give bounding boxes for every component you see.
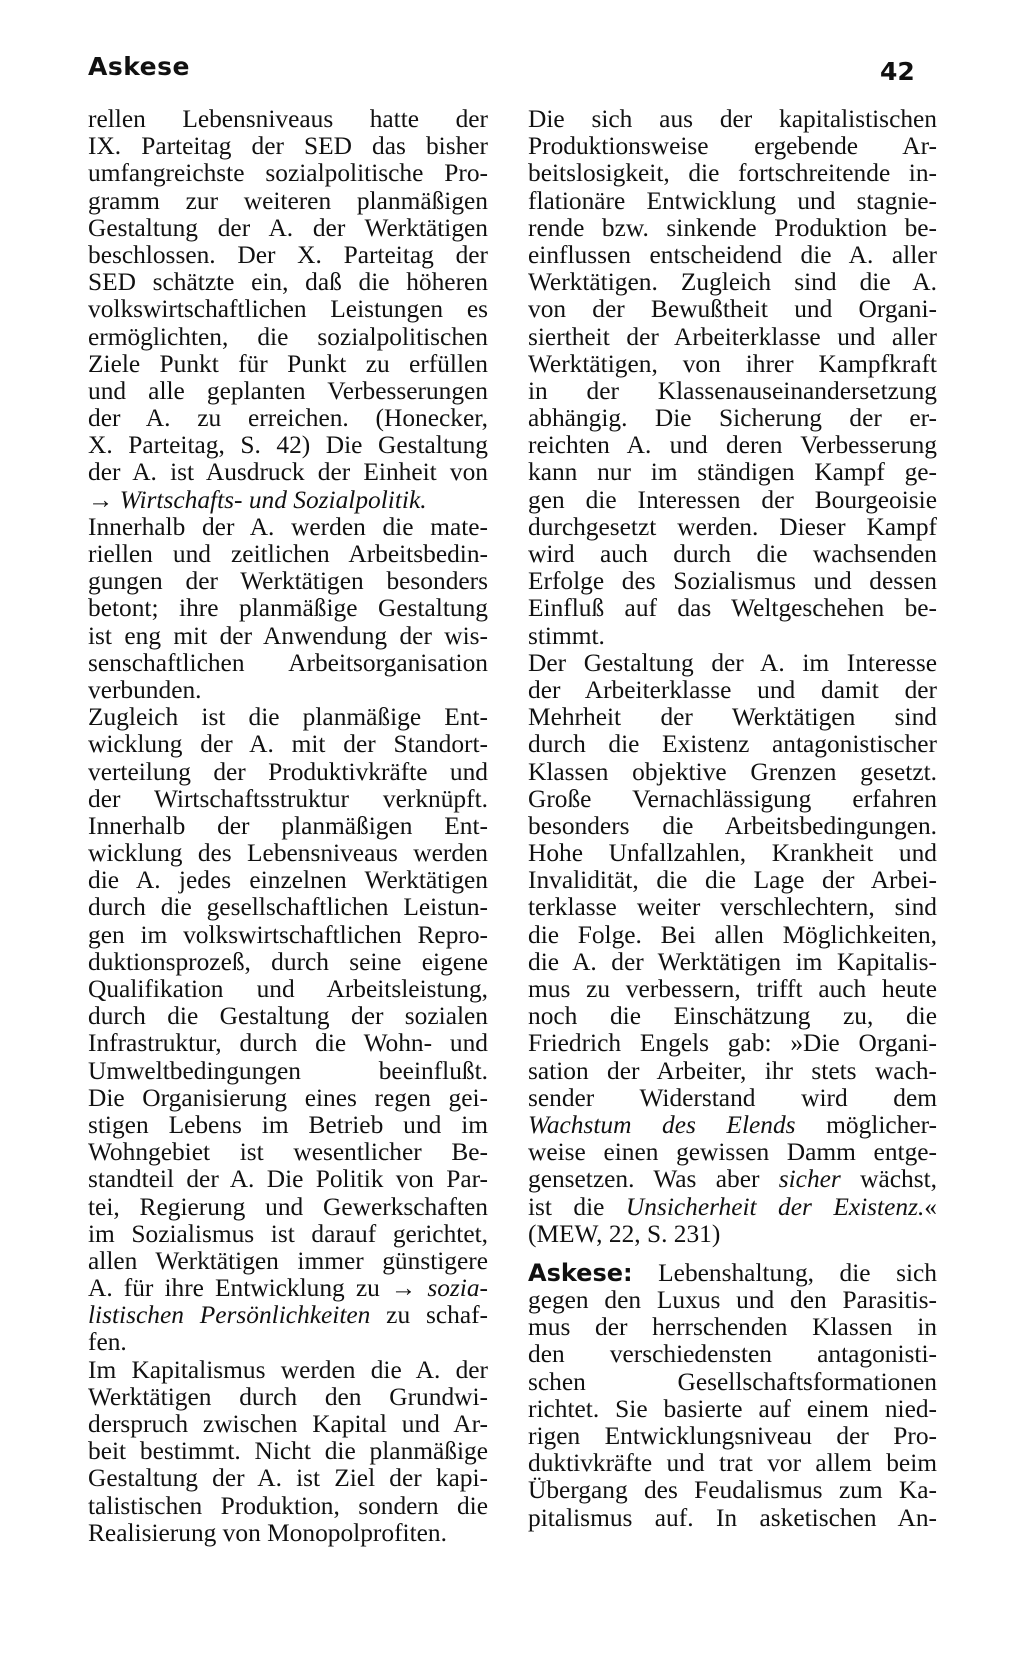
text-line	[528, 1505, 937, 1532]
line-text: verteilung der Produktivkräfte und	[88, 757, 488, 786]
line-text: ermöglichten, die sozialpolitischen	[88, 322, 488, 351]
text-line	[88, 1030, 488, 1057]
text-line	[88, 269, 488, 296]
text-line	[88, 1058, 488, 1085]
text-line	[528, 704, 937, 731]
line-text: Friedrich Engels gab: »Die Organi-	[528, 1029, 937, 1058]
text-line	[88, 786, 488, 813]
line-text: betont; ihre planmäßige Gestaltung	[88, 594, 488, 623]
italic-text: listischen Persönlichkeiten	[88, 1301, 371, 1330]
line-text: standteil der A. Die Politik von Par-	[88, 1165, 488, 1194]
line-text: Ziele Punkt für Punkt zu erfüllen	[88, 349, 488, 378]
line-text: Produktionsweise ergebende Ar-	[528, 132, 937, 161]
line-text: umfangreichste sozialpolitische Pro-	[88, 159, 488, 188]
running-head: Askese	[88, 52, 190, 81]
line-text: wird auch durch die wachsenden	[528, 540, 937, 568]
line-text: möglicher-	[795, 1110, 938, 1139]
line-text: durch die Existenz antagonistischer	[528, 730, 937, 759]
line-text: abhängig. Die Sicherung der er-	[528, 404, 937, 433]
line-text: mus der herrschenden Klassen in	[528, 1313, 937, 1342]
text-line	[528, 568, 937, 595]
text-line	[88, 1384, 488, 1411]
line-text: Gestaltung der A. ist Ziel der kapi-	[88, 1464, 488, 1493]
italic-text: Wachstum des Elends	[528, 1110, 796, 1139]
line-text: senschaftlichen Arbeitsorganisation	[88, 648, 488, 677]
line-text: Zugleich ist die planmäßige Ent-	[88, 703, 488, 732]
text-line	[528, 133, 937, 160]
line-text: Einfluß auf das Weltgeschehen be-	[528, 594, 937, 623]
text-line	[528, 813, 937, 840]
line-text: durchgesetzt werden. Dieser Kampf	[528, 512, 937, 541]
line-text: Infrastruktur, durch die Wohn- und	[88, 1029, 488, 1058]
text-line	[528, 786, 937, 813]
text-line	[528, 242, 937, 269]
line-text: in der Klassenauseinandersetzung	[528, 376, 937, 405]
text-line	[528, 459, 937, 486]
line-text: stimmt.	[528, 621, 605, 650]
text-line	[88, 1139, 488, 1166]
text-line	[528, 759, 937, 786]
line-text: die A. der Werktätigen im Kapitalis-	[528, 947, 937, 976]
text-line	[88, 894, 488, 921]
text-line	[88, 650, 488, 677]
line-text: gegen den Luxus und den Parasitis-	[528, 1286, 937, 1315]
text-line	[528, 432, 937, 459]
line-text: ist eng mit der Anwendung der wis-	[88, 621, 488, 650]
line-text: rende bzw. sinkende Produktion be-	[528, 213, 937, 242]
text-line	[88, 867, 488, 894]
line-text: gungen der Werktätigen besonders	[88, 567, 488, 596]
line-text: Werktätigen durch den Grundwi-	[88, 1382, 488, 1411]
text-line	[88, 133, 488, 160]
text-line	[88, 1520, 488, 1547]
line-text: Der Gestaltung der A. im Interesse	[528, 648, 937, 677]
text-line	[528, 1287, 937, 1314]
line-text: besonders die Arbeitsbedingungen.	[528, 811, 937, 840]
line-text: gensetzen. Was aber	[528, 1165, 779, 1194]
text-line	[528, 677, 937, 704]
text-line	[528, 1166, 937, 1193]
line-text: fen.	[88, 1328, 127, 1357]
italic-text: Wirtschafts- und Sozialpolitik.	[119, 485, 427, 514]
line-text: Klassen objektive Grenzen gesetzt.	[528, 757, 937, 786]
line-text: Qualifikation und Arbeitsleistung,	[88, 975, 488, 1003]
line-text: Große Vernachlässigung erfahren	[528, 784, 937, 813]
line-text: Umweltbedingungen beeinflußt.	[88, 1056, 488, 1085]
text-line	[88, 432, 488, 459]
line-text: pitalismus auf. In asketischen An-	[528, 1503, 937, 1532]
text-line	[88, 1221, 488, 1248]
line-text: Werktätigen. Zugleich sind die A.	[528, 268, 937, 297]
line-text: von der Bewußtheit und Organi-	[528, 295, 937, 324]
line-text: einflussen entscheidend die A. aller	[528, 240, 937, 269]
text-line	[528, 1030, 937, 1057]
text-line	[528, 541, 937, 568]
line-text: wicklung der A. mit der Standort-	[88, 730, 488, 759]
text-line	[88, 840, 488, 867]
text-line	[88, 1438, 488, 1465]
text-line	[528, 1085, 937, 1112]
line-text: (MEW, 22, S. 231)	[528, 1219, 721, 1248]
text-line	[528, 514, 937, 541]
text-line	[88, 106, 488, 133]
text-line	[88, 1248, 488, 1275]
text-line	[88, 1411, 488, 1438]
text-line	[88, 188, 488, 215]
line-text: flationäre Entwicklung und stagnie-	[528, 186, 937, 215]
text-line	[88, 160, 488, 187]
line-text: wicklung des Lebensniveaus werden	[88, 839, 488, 868]
text-line	[88, 541, 488, 568]
line-text: noch die Einschätzung zu, die	[528, 1002, 937, 1031]
text-line	[88, 1166, 488, 1193]
line-text: duktionsprozeß, durch seine eigene	[88, 947, 488, 976]
text-line	[88, 731, 488, 758]
line-text: der Wirtschaftsstruktur verknüpft.	[88, 784, 488, 813]
line-text: mus zu verbessern, trifft auch heute	[528, 975, 937, 1003]
line-text: beitslosigkeit, die fortschreitende in-	[528, 159, 937, 188]
italic-text: sicher	[778, 1165, 841, 1194]
text-line	[528, 106, 937, 133]
text-line	[528, 269, 937, 296]
text-line	[88, 242, 488, 269]
line-text: Invalidität, die die Lage der Arbei-	[528, 866, 937, 895]
text-line	[528, 1058, 937, 1085]
text-line	[88, 976, 488, 1003]
text-line	[528, 894, 937, 921]
line-text: Die sich aus der kapitalistischen	[528, 105, 937, 133]
italic-text: Unsicherheit der Existenz.	[625, 1192, 925, 1221]
text-line	[528, 595, 937, 622]
line-text: weise einen gewissen Damm entge-	[528, 1138, 937, 1167]
line-text: siertheit der Arbeiterklasse und aller	[528, 322, 937, 351]
text-line	[88, 296, 488, 323]
text-line	[88, 324, 488, 351]
line-text: Werktätigen, von ihrer Kampfkraft	[528, 349, 937, 378]
line-text: der A. zu erreichen. (Honecker,	[88, 404, 488, 433]
text-line	[88, 351, 488, 378]
line-text: Lebenshaltung, die sich	[632, 1258, 937, 1287]
text-line	[88, 514, 488, 541]
text-line	[88, 623, 488, 650]
line-text: SED schätzte ein, daß die höheren	[88, 268, 488, 297]
text-line	[528, 1396, 937, 1423]
line-text: riellen und zeitlichen Arbeitsbedin-	[88, 540, 488, 568]
line-text: im Sozialismus ist darauf gerichtet,	[88, 1219, 488, 1248]
line-text: wächst,	[840, 1165, 937, 1194]
text-line	[88, 1003, 488, 1030]
line-text: derspruch zwischen Kapital und Ar-	[88, 1410, 488, 1438]
line-text: der A. ist Ausdruck der Einheit von	[88, 458, 488, 487]
text-line	[528, 1450, 937, 1477]
line-text: die Folge. Bei allen Möglichkeiten,	[528, 920, 937, 949]
text-line	[528, 1423, 937, 1450]
line-text: sation der Arbeiter, ihr stets wach-	[528, 1056, 937, 1085]
text-line	[528, 1221, 937, 1248]
text-line	[528, 1369, 937, 1396]
text-line	[528, 840, 937, 867]
text-line	[528, 922, 937, 949]
text-line	[528, 378, 937, 405]
page-number: 42	[880, 57, 915, 86]
text-line	[88, 568, 488, 595]
text-line	[528, 296, 937, 323]
text-line	[528, 976, 937, 1003]
line-text: volkswirtschaftlichen Leistungen es	[88, 295, 488, 324]
line-text: Hohe Unfallzahlen, Krankheit und	[528, 839, 937, 868]
line-text: Die Organisierung eines regen gei-	[88, 1083, 488, 1112]
line-text: gen im volkswirtschaftlichen Repro-	[88, 920, 488, 949]
line-text: allen Werktätigen immer günstigere	[88, 1246, 488, 1275]
text-line	[528, 215, 937, 242]
text-line	[528, 623, 937, 650]
text-line	[528, 405, 937, 432]
line-text: kann nur im ständigen Kampf ge-	[528, 458, 937, 487]
line-text: verbunden.	[88, 675, 202, 704]
text-line	[528, 867, 937, 894]
line-text: A. für ihre Entwicklung zu →	[88, 1274, 428, 1303]
line-text: rellen Lebensniveaus hatte der	[88, 105, 488, 133]
line-text: duktivkräfte und trat vor allem beim	[528, 1449, 937, 1478]
line-text: der Arbeiterklasse und damit der	[528, 675, 937, 704]
line-text: zu schaf-	[370, 1301, 489, 1330]
line-text: gen die Interessen der Bourgeoisie	[528, 485, 937, 514]
line-text: reichten A. und deren Verbesserung	[528, 431, 937, 460]
line-text: durch die gesellschaftlichen Leistun-	[88, 893, 488, 922]
line-text: Mehrheit der Werktätigen sind	[528, 703, 937, 732]
line-text: Realisierung von Monopolprofiten.	[88, 1518, 447, 1547]
line-text: talistischen Produktion, sondern die	[88, 1491, 488, 1520]
line-text: →	[88, 485, 120, 514]
line-text: beit bestimmt. Nicht die planmäßige	[88, 1437, 488, 1466]
text-line	[528, 188, 937, 215]
text-line	[88, 759, 488, 786]
line-text: richtet. Sie basierte auf einem nied-	[528, 1394, 937, 1423]
left-text-column	[88, 106, 488, 1547]
text-line	[528, 160, 937, 187]
text-line	[88, 813, 488, 840]
line-text: Wohngebiet ist wesentlicher Be-	[88, 1138, 488, 1167]
text-line	[528, 487, 937, 514]
right-text-column	[528, 106, 937, 1532]
line-text: durch die Gestaltung der sozialen	[88, 1002, 488, 1031]
line-text: tei, Regierung und Gewerkschaften	[88, 1192, 488, 1221]
text-line	[528, 650, 937, 677]
text-line	[88, 704, 488, 731]
line-text: den verschiedensten antagonisti-	[528, 1340, 937, 1369]
text-line	[528, 1112, 937, 1139]
text-line	[88, 1085, 488, 1112]
line-text: «	[924, 1192, 937, 1221]
text-line	[88, 215, 488, 242]
line-text: beschlossen. Der X. Parteitag der	[88, 240, 488, 269]
text-line	[88, 1302, 488, 1329]
text-line	[88, 1465, 488, 1492]
text-line	[528, 1477, 937, 1504]
text-line	[88, 487, 488, 514]
entry-headword: Askese:	[528, 1258, 633, 1287]
text-line	[88, 459, 488, 486]
line-text: Im Kapitalismus werden die A. der	[88, 1355, 488, 1384]
line-text: Erfolge des Sozialismus und dessen	[528, 567, 937, 596]
line-text: rigen Entwicklungsniveau der Pro-	[528, 1422, 937, 1450]
text-line	[88, 949, 488, 976]
text-line	[88, 922, 488, 949]
line-text: gramm zur weiteren planmäßigen	[88, 186, 488, 215]
italic-text: sozia-	[427, 1274, 488, 1303]
text-line	[528, 1003, 937, 1030]
text-line	[528, 351, 937, 378]
line-text: sender Widerstand wird dem	[528, 1083, 937, 1112]
line-text: terklasse weiter verschlechtern, sind	[528, 893, 937, 922]
line-text: und alle geplanten Verbesserungen	[88, 376, 488, 405]
line-text: Innerhalb der A. werden die mate-	[88, 512, 488, 541]
text-line	[528, 324, 937, 351]
text-line	[88, 1493, 488, 1520]
text-line	[88, 595, 488, 622]
line-text: Gestaltung der A. der Werktätigen	[88, 213, 488, 242]
line-text: ist die	[528, 1192, 626, 1221]
line-text: schen Gesellschaftsformationen	[528, 1367, 937, 1396]
line-text: Innerhalb der planmäßigen Ent-	[88, 811, 488, 840]
line-text: IX. Parteitag der SED das bisher	[88, 132, 488, 161]
text-line	[88, 1275, 488, 1302]
text-line	[528, 1194, 937, 1221]
text-line	[88, 1329, 488, 1356]
text-line	[88, 1112, 488, 1139]
text-line	[528, 1260, 937, 1287]
text-line	[528, 1341, 937, 1368]
text-line	[528, 949, 937, 976]
line-text: die A. jedes einzelnen Werktätigen	[88, 866, 488, 895]
text-line	[88, 1357, 488, 1384]
text-line	[88, 677, 488, 704]
line-text: stigen Lebens im Betrieb und im	[88, 1110, 488, 1139]
text-line	[528, 1139, 937, 1166]
text-line	[528, 1314, 937, 1341]
line-text: Übergang des Feudalismus zum Ka-	[528, 1476, 937, 1505]
line-text: X. Parteitag, S. 42) Die Gestaltung	[88, 431, 488, 460]
text-line	[88, 378, 488, 405]
text-line	[88, 1194, 488, 1221]
text-line	[88, 405, 488, 432]
text-line	[528, 731, 937, 758]
